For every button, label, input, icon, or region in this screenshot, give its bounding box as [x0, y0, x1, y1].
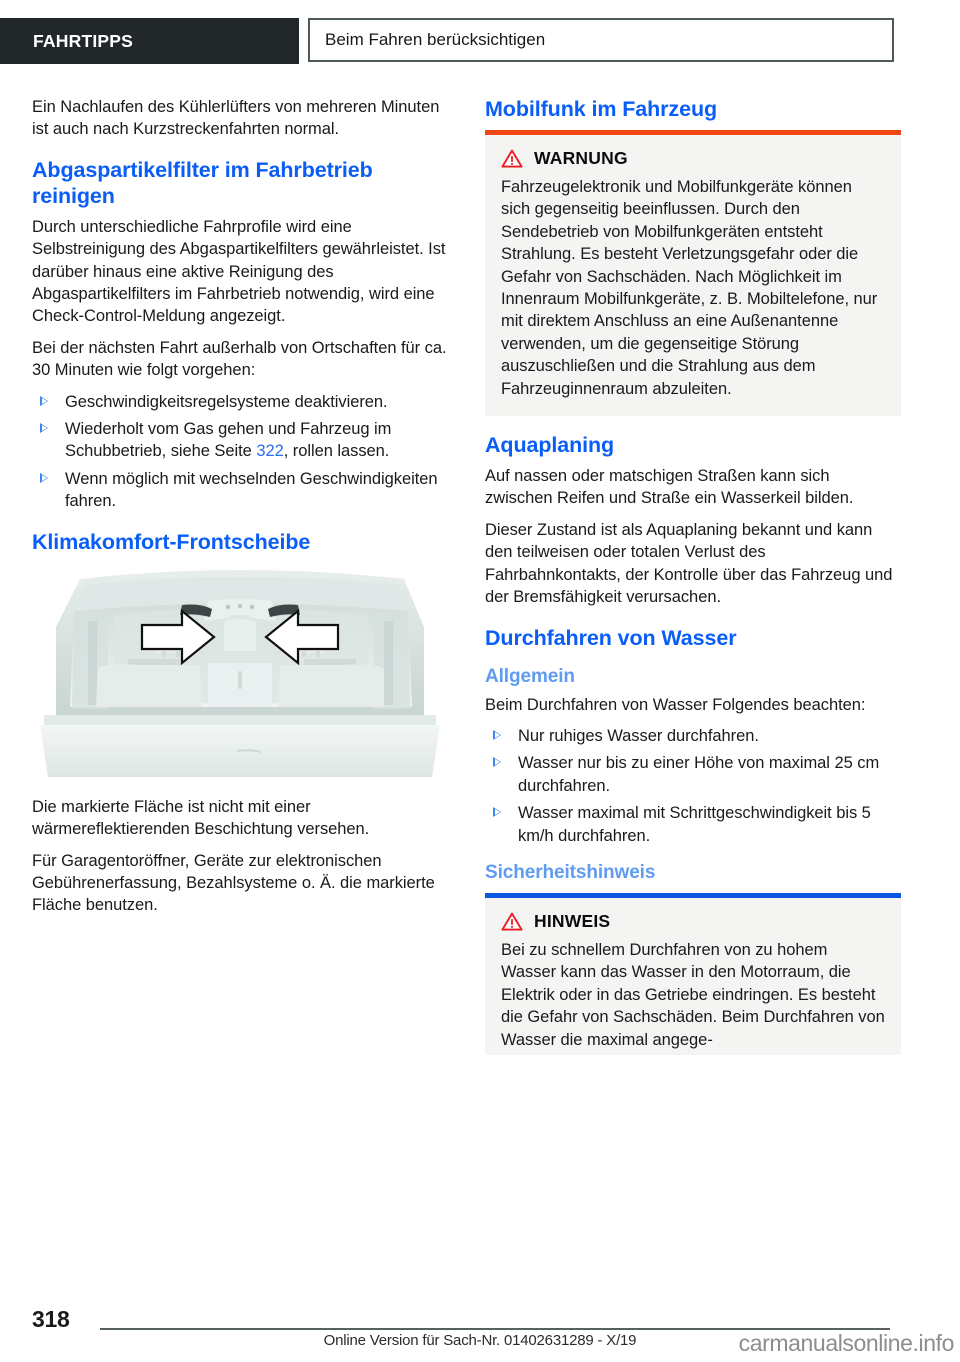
page-header: [0, 0, 960, 66]
online-version-note: Online Version für Sach-Nr. 01402631289 - X/19: [323, 1332, 637, 1349]
chapter-tab: [0, 18, 299, 64]
list-item-text: Wenn möglich mit wechselnden Geschwindigkeiten fahren.: [65, 469, 438, 511]
page-cross-reference[interactable]: 322: [256, 442, 284, 461]
heading-abgaspartikelfilter: Abgaspartikelfilter im Fahrbetrieb reinigen: [32, 157, 373, 208]
list-item: [32, 468, 448, 513]
triangle-bullet-inner-icon: [495, 732, 500, 738]
warning-notice-box: [485, 130, 901, 416]
windscreen-paragraph-2: Für Garagentoröffner, Geräte zur elektronischen Gebührenerfassung, Bezahlsysteme o. Ä. die markierte Fläche benutzen.: [32, 851, 435, 915]
warning-triangle-icon: [501, 912, 523, 931]
triangle-bullet-inner-icon: [42, 475, 47, 481]
water-paragraph-1: Beim Durchfahren von Wasser Folgendes beachten:: [485, 695, 866, 714]
subheading-allgemein: Allgemein: [485, 665, 575, 687]
heading-klimakomfort-frontscheibe: Klimakomfort-Frontscheibe: [32, 529, 311, 554]
page-number: 318: [32, 1306, 70, 1332]
filter-paragraph-2: Bei der nächsten Fahrt außerhalb von Ortschaften für ca. 30 Minuten wie folgt vorgehen:: [32, 338, 447, 380]
windscreen-figure: [32, 565, 448, 780]
list-item-text: Wiederholt vom Gas gehen und Fahrzeug im Schubbetrieb, siehe Seite: [65, 420, 392, 461]
warning-notice-title: [501, 148, 885, 169]
list-item-text: Geschwindigkeitsregelsysteme deaktivieren.: [65, 392, 388, 411]
heading-mobilfunk: Mobilfunk im Fahrzeug: [485, 97, 718, 121]
intro-paragraph: Ein Nachlaufen des Kühlerlüfters von mehreren Minuten ist auch nach Kurzstreckenfahrten normal.: [32, 98, 440, 139]
list-item: [485, 802, 901, 847]
triangle-bullet-inner-icon: [42, 398, 47, 404]
chapter-tab-label: FAHRTIPPS: [33, 30, 134, 51]
list-item-text-after: , rollen lassen.: [283, 442, 390, 461]
site-watermark: carmanualsonline.info: [738, 1330, 954, 1356]
hint-label: HINWEIS: [534, 910, 611, 931]
water-bullet-list: [485, 725, 901, 847]
filter-bullet-list: [32, 391, 448, 513]
warning-label: WARNUNG: [534, 148, 628, 168]
aquaplaning-paragraph-2: Dieser Zustand ist als Aquaplaning bekannt und kann den teilweisen oder totalen Verlust des Fahrbahnkontakts, der Kontrolle über das Fahrzeug und der Bremsfähigkeit verursachen.: [485, 520, 893, 607]
list-item-text: Wasser maximal mit Schrittgeschwindigkeit bis 5 km/h durchfahren.: [518, 804, 871, 845]
section-title-box: [308, 18, 894, 62]
right-column: [485, 96, 901, 1067]
warning-triangle-icon: [501, 149, 523, 168]
list-item: [485, 752, 901, 797]
list-item: [485, 725, 901, 747]
triangle-bullet-inner-icon: [42, 425, 47, 431]
list-item-text: Nur ruhiges Wasser durchfahren.: [518, 726, 759, 745]
section-title-label: Beim Fahren berücksichtigen: [325, 30, 546, 49]
windscreen-illustration: [32, 565, 448, 780]
page-footer: [0, 1290, 960, 1362]
left-column: [32, 96, 448, 926]
triangle-bullet-inner-icon: [495, 759, 500, 765]
windscreen-paragraph-1: Die markierte Fläche ist nicht mit einer wärmereflektierenden Beschichtung versehen.: [32, 797, 370, 839]
triangle-bullet-inner-icon: [495, 809, 500, 815]
aquaplaning-paragraph-1: Auf nassen oder matschigen Straßen kann sich zwischen Reifen und Straße ein Wasserkeil bilden.: [485, 467, 854, 508]
heading-aquaplaning: Aquaplaning: [485, 433, 615, 458]
list-item: [32, 391, 448, 413]
filter-paragraph-1: Durch unterschiedliche Fahrprofile wird eine Selbstreinigung des Abgaspartikelfilters gewährleistet. Ist darüber hinaus eine aktive Reinigung des Abgaspartikelfilters im Fahrbetrieb notwendig, wird eine Check-Control-Meldung angezeigt.: [32, 217, 446, 326]
list-item: [32, 418, 448, 463]
list-item-text: Wasser nur bis zu einer Höhe von maximal 25 cm durchfahren.: [518, 754, 880, 795]
hint-notice-box: [485, 893, 901, 1055]
hint-notice-title: [501, 911, 885, 932]
heading-durchfahren-von-wasser: Durchfahren von Wasser: [485, 625, 737, 650]
hint-body-text: Bei zu schnellem Durchfahren von zu hohem Wasser kann das Wasser in den Motorraum, die Elektrik oder in das Getriebe eindringen. Es besteht die Gefahr von Sachschäden. Beim Durchfahren von Wasser die maximal angege-: [501, 940, 885, 1049]
warning-body-text: Fahrzeugelektronik und Mobilfunkgeräte können sich gegenseitig beeinflussen. Durch den Sendebetrieb von Mobilfunkgeräten entsteht Strahlung. Es besteht Verletzungsgefahr oder die Gefahr von Sachschäden. Nach Möglichkeit im Innenraum Mobilfunkgeräte, z. B. Mobiltelefone, nur mit direktem Anschluss an eine Außenantenne verwenden, um die gegenseitige Störung auszuschließen und die Strahlung aus dem Fahrzeuginnenraum abzuleiten.: [501, 178, 878, 398]
subheading-sicherheitshinweis: Sicherheitshinweis: [485, 861, 656, 883]
